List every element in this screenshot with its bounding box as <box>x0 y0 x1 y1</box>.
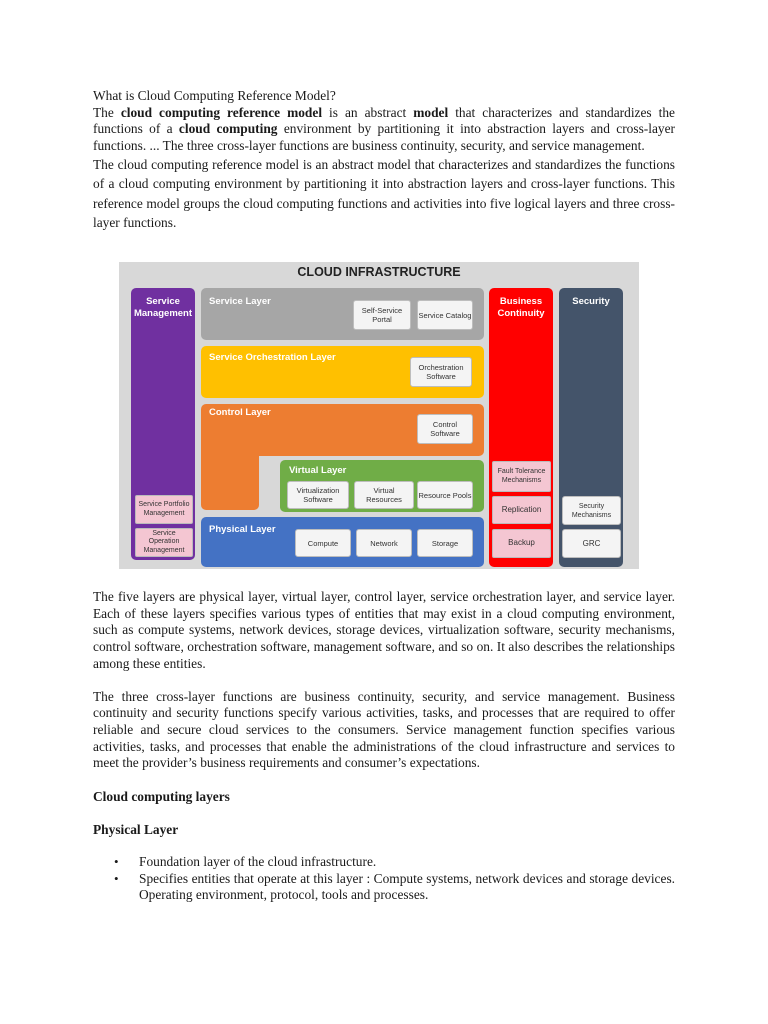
diagram-title: CLOUD INFRASTRUCTURE <box>297 265 461 279</box>
intro-section <box>93 88 675 233</box>
business-continuity-label: Business Continuity <box>497 296 545 319</box>
service-layer-label: Service Layer <box>209 296 271 307</box>
grc-box: GRC <box>562 529 621 558</box>
list-item: • Foundation layer of the cloud infrastructure. <box>93 854 675 871</box>
p1-text-4: environment by partitioning it into abstraction layers and cross-layer functions. ... The three cross-layer functions are business continuity, security, and service management. <box>93 121 675 154</box>
intro-heading: What is Cloud Computing Reference Model? <box>93 88 336 103</box>
backup-box: Backup <box>492 529 551 558</box>
replication-box: Replication <box>492 496 551 524</box>
body-section <box>93 589 675 904</box>
resource-pools: Resource Pools <box>417 481 473 509</box>
p1-bold-1: cloud computing reference model <box>120 104 323 120</box>
orchestration-software: Orchestration Software <box>410 357 472 387</box>
p1-bold-3: cloud computing <box>178 121 278 137</box>
intro-paragraph-2: The cloud computing reference model is an abstract model that characterizes and standardizes the functions of a cloud computing environment by partitioning it into abstraction layers and cross-layer functions. This reference model groups the cloud computing functions and activities into five logical layers and three cross-layer functions. <box>93 156 675 231</box>
p1-text-1: The <box>93 104 121 120</box>
security-mechanisms: Security Mechanisms <box>562 496 621 525</box>
control-layer-stem <box>201 442 259 510</box>
intro-paragraph-1 <box>93 105 675 155</box>
virtual-layer-label: Virtual Layer <box>289 465 347 476</box>
business-continuity-column <box>489 288 553 567</box>
storage-box: Storage <box>417 529 473 557</box>
fault-tolerance-mechanisms: Fault Tolerance Mechanisms <box>492 461 551 492</box>
p1-text-3: that characterizes and standardizes the functions of a <box>93 104 675 137</box>
paragraph-five-layers: The five layers are physical layer, virtual layer, control layer, service orchestration layer, and service layer. Each of these layers specifies various types of entities that may exist in a cloud computing environment, such as compute systems, network devices, storage devices, virtualization software, security mechanisms, control software, orchestration software, management software, and so on. It also describes the relationships among these entities. <box>93 589 675 671</box>
compute-box: Compute <box>295 529 351 557</box>
service-management-label: Service Management <box>133 296 193 319</box>
physical-layer-label: Physical Layer <box>209 524 276 535</box>
cloud-infrastructure-diagram <box>119 262 639 569</box>
service-orchestration-layer-label: Service Orchestration Layer <box>209 352 336 363</box>
service-operation-management: Service Operation Management <box>135 528 193 557</box>
p1-bold-2: model <box>413 104 449 120</box>
service-catalog: Service Catalog <box>417 300 473 330</box>
heading-cloud-computing-layers: Cloud computing layers <box>93 789 230 805</box>
security-label: Security <box>572 296 610 307</box>
heading-physical-layer: Physical Layer <box>93 822 179 838</box>
control-layer-label: Control Layer <box>209 407 271 418</box>
control-software: Control Software <box>417 414 473 444</box>
network-box: Network <box>356 529 412 557</box>
paragraph-cross-layer: The three cross-layer functions are business continuity, security, and service management. Business continuity and security functions specify various activities, tasks, and processes that are required to offer reliable and secure cloud services to the consumers. Service management function specifies various activities, tasks, and processes that enable the administrations of the cloud infrastructure and services to meet the provider’s business requirements and consumer’s expectations. <box>93 688 675 771</box>
self-service-portal: Self-Service Portal <box>353 300 411 330</box>
virtualization-software: Virtualization Software <box>287 481 349 509</box>
physical-layer-list <box>93 854 675 904</box>
virtual-resources: Virtual Resources <box>354 481 414 509</box>
list-item: • Specifies entities that operate at this layer : Compute systems, network devices and storage devices. Operating environment, protocol, tools and processes. <box>93 871 675 904</box>
p1-text-2: is an abstract <box>322 104 414 120</box>
security-column <box>559 288 623 567</box>
service-portfolio-management: Service Portfolio Management <box>135 495 193 524</box>
